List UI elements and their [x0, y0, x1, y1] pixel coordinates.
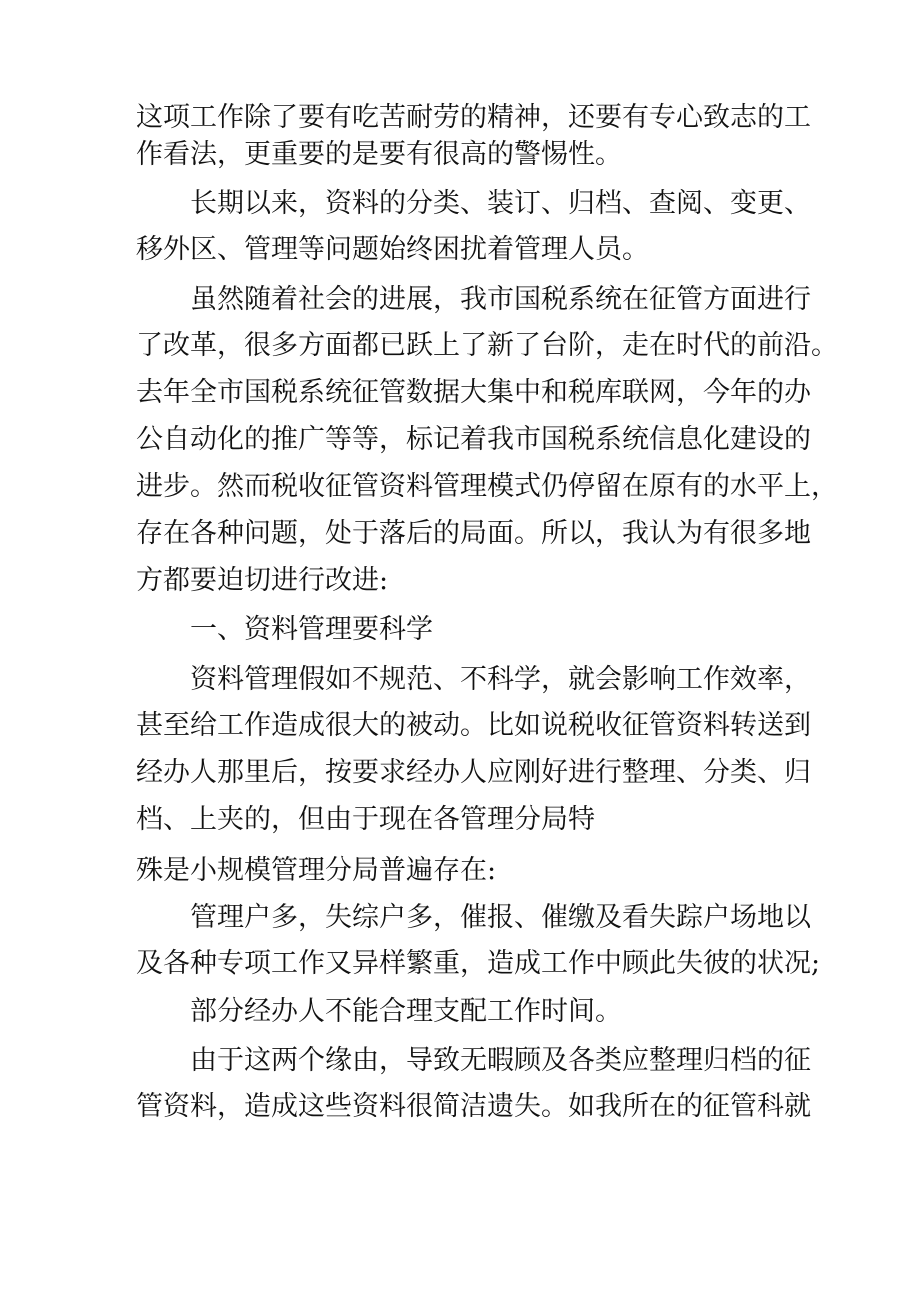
text-line: 虽然随着社会的进展，我市国税系统在征管方面进行	[190, 284, 811, 315]
text-line: 了改革，很多方面都已跃上了新了台阶，走在时代的前沿。	[136, 330, 838, 361]
text-line: 部分经办人不能合理支配工作时间。	[190, 996, 622, 1027]
text-line: 公自动化的推广等等，标记着我市国税系统信息化建设的	[136, 424, 811, 455]
text-line: 管理户多，失综户多，催报、催缴及看失踪户场地以	[190, 902, 811, 933]
text-line: 及各种专项工作又异样繁重，造成工作中顾此失彼的状况;	[136, 948, 821, 979]
text-line: 管资料，造成这些资料很简洁遗失。如我所在的征管科就	[136, 1091, 811, 1122]
text-line: 这项工作除了要有吃苦耐劳的精神，还要有专心致志的工	[136, 102, 811, 133]
text-line: 资料管理假如不规范、不科学，就会影响工作效率，	[190, 664, 811, 695]
text-line: 去年全市国税系统征管数据大集中和税库联网，今年的办	[136, 377, 811, 408]
text-line: 作看法，更重要的是要有很高的警惕性。	[136, 139, 622, 170]
text-line: 长期以来，资料的分类、装订、归档、查阅、变更、	[190, 188, 811, 219]
text-line: 进步。然而税收征管资料管理模式仍停留在原有的水平上，	[136, 471, 838, 502]
text-line: 移外区、管理等问题始终困扰着管理人员。	[136, 234, 649, 265]
section-heading: 一、资料管理要科学	[190, 614, 433, 645]
text-line: 甚至给工作造成很大的被动。比如说税收征管资料转送到	[136, 710, 811, 741]
text-line: 方都要迫切进行改进:	[136, 565, 389, 596]
text-line: 档、上夹的，但由于现在各管理分局特	[136, 804, 595, 835]
text-line: 存在各种问题，处于落后的局面。所以，我认为有很多地	[136, 518, 811, 549]
text-line: 经办人那里后，按要求经办人应刚好进行整理、分类、归	[136, 757, 811, 788]
text-line: 殊是小规模管理分局普遍存在:	[136, 855, 497, 886]
text-line: 由于这两个缘由，导致无暇顾及各类应整理归档的征	[190, 1045, 811, 1076]
